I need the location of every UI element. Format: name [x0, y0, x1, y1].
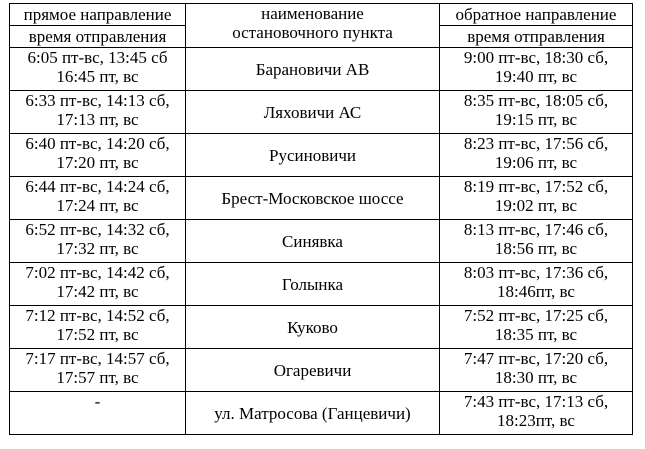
backward-departure-cell-line: 7:47 пт-вс, 17:20 сб,	[463, 349, 609, 368]
header-stop-line1: наименование	[261, 4, 364, 23]
backward-departure-cell-line: 8:13 пт-вс, 17:46 сб,	[463, 220, 609, 239]
forward-departure-cell-line: 17:32 пт, вс	[56, 239, 139, 258]
stop-name-cell: Огаревичи	[186, 349, 440, 392]
backward-departure-cell-line: 18:46пт, вс	[497, 282, 575, 301]
table-row	[10, 177, 633, 220]
backward-departure-cell-line: 19:15 пт, вс	[494, 110, 578, 129]
forward-departure-cell	[10, 349, 186, 392]
stop-name-cell: ул. Матросова (Ганцевичи)	[186, 392, 440, 435]
table-row	[10, 48, 633, 91]
forward-departure-cell-line: 6:44 пт-вс, 14:24 сб,	[25, 177, 170, 196]
forward-departure-cell	[10, 48, 186, 91]
header-forward-departure: время отправления	[10, 26, 186, 48]
forward-departure-cell-line: 6:52 пт-вс, 14:32 сб,	[25, 220, 170, 239]
forward-departure-cell-line: 17:52 пт, вс	[56, 325, 139, 344]
forward-departure-cell-line: 16:45 пт, вс	[56, 67, 139, 86]
backward-departure-cell-line: 8:19 пт-вс, 17:52 сб,	[463, 177, 609, 196]
stop-name-cell: Брест-Московское шоссе	[186, 177, 440, 220]
backward-departure-cell-line: 18:30 пт, вс	[494, 368, 578, 387]
backward-departure-cell-line: 18:35 пт, вс	[494, 325, 578, 344]
forward-departure-cell-line: 7:12 пт-вс, 14:52 сб,	[25, 306, 170, 325]
schedule-rows	[10, 48, 633, 435]
header-row-1	[10, 4, 633, 26]
stop-name-cell: Ляховичи АС	[186, 91, 440, 134]
forward-departure-cell	[10, 220, 186, 263]
forward-departure-cell	[10, 263, 186, 306]
backward-departure-cell-line: 19:02 пт, вс	[494, 196, 578, 215]
table-row	[10, 349, 633, 392]
table-row	[10, 263, 633, 306]
forward-departure-cell	[10, 177, 186, 220]
header-backward-direction: обратное направление	[440, 4, 633, 26]
table-row	[10, 306, 633, 349]
stop-name-cell: Русиновичи	[186, 134, 440, 177]
forward-departure-cell	[10, 134, 186, 177]
stop-name-cell: Голынка	[186, 263, 440, 306]
backward-departure-cell	[440, 134, 633, 177]
table-row	[10, 134, 633, 177]
forward-departure-cell-line: 6:40 пт-вс, 14:20 сб,	[25, 134, 170, 153]
table-row	[10, 220, 633, 263]
backward-departure-cell	[440, 263, 633, 306]
header-stop-name	[186, 4, 440, 48]
stop-name-cell: Синявка	[186, 220, 440, 263]
table-row	[10, 392, 633, 435]
forward-departure-cell-line	[12, 411, 183, 430]
forward-departure-cell	[10, 306, 186, 349]
backward-departure-cell-line: 8:03 пт-вс, 17:36 сб,	[463, 263, 609, 282]
header-backward-departure: время отправления	[440, 26, 633, 48]
header-forward-direction: прямое направление	[10, 4, 186, 26]
backward-departure-cell	[440, 91, 633, 134]
backward-departure-cell	[440, 177, 633, 220]
header-stop-line2: остановочного пункта	[232, 23, 393, 42]
forward-departure-cell-line: 17:42 пт, вс	[56, 282, 139, 301]
forward-departure-cell-line: 7:17 пт-вс, 14:57 сб,	[25, 349, 170, 368]
backward-departure-cell-line: 18:56 пт, вс	[494, 239, 578, 258]
backward-departure-cell-line: 8:35 пт-вс, 18:05 сб,	[463, 91, 609, 110]
forward-departure-cell-line: 7:02 пт-вс, 14:42 сб,	[25, 263, 170, 282]
backward-departure-cell-line: 19:40 пт, вс	[494, 67, 578, 86]
table-row	[10, 91, 633, 134]
forward-departure-cell-line: 17:24 пт, вс	[56, 196, 139, 215]
backward-departure-cell-line: 7:52 пт-вс, 17:25 сб,	[463, 306, 609, 325]
forward-departure-cell-line: 17:13 пт, вс	[56, 110, 139, 129]
backward-departure-cell-line: 8:23 пт-вс, 17:56 сб,	[463, 134, 609, 153]
backward-departure-cell	[440, 392, 633, 435]
forward-departure-cell-line: 17:20 пт, вс	[56, 153, 139, 172]
backward-departure-cell-line: 19:06 пт, вс	[494, 153, 578, 172]
backward-departure-cell	[440, 220, 633, 263]
forward-departure-cell	[10, 91, 186, 134]
schedule-table	[9, 3, 633, 435]
backward-departure-cell-line: 7:43 пт-вс, 17:13 сб,	[463, 392, 609, 411]
forward-departure-cell-line: 17:57 пт, вс	[56, 368, 139, 387]
backward-departure-cell-line: 18:23пт, вс	[497, 411, 575, 430]
forward-departure-cell	[10, 392, 186, 435]
backward-departure-cell	[440, 306, 633, 349]
forward-departure-cell-line: 6:05 пт-вс, 13:45 сб	[27, 48, 168, 67]
forward-departure-cell-line: -	[94, 392, 101, 411]
stop-name-cell: Барановичи АВ	[186, 48, 440, 91]
backward-departure-cell	[440, 349, 633, 392]
stop-name-cell: Куково	[186, 306, 440, 349]
backward-departure-cell-line: 9:00 пт-вс, 18:30 сб,	[463, 48, 609, 67]
backward-departure-cell	[440, 48, 633, 91]
forward-departure-cell-line: 6:33 пт-вс, 14:13 сб,	[25, 91, 170, 110]
